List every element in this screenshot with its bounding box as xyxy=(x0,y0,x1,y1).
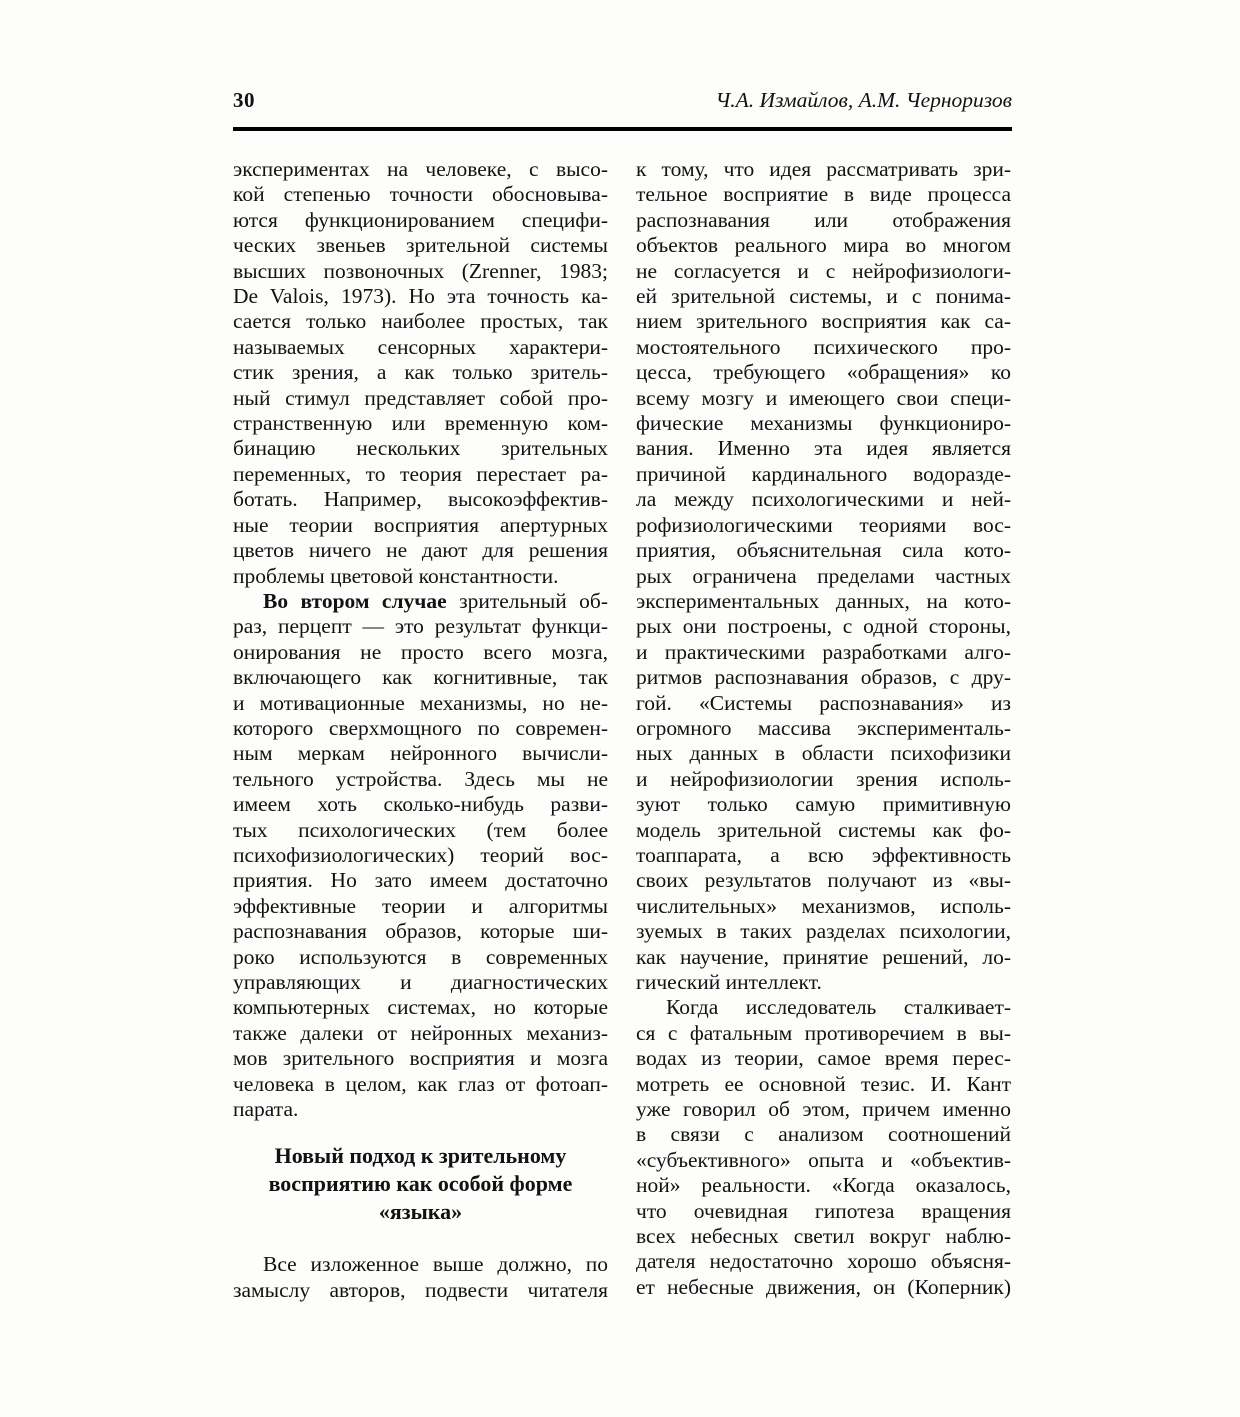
text-line: раз, перцепт — это результат функци- xyxy=(233,614,608,639)
text-line: цветов ничего не дают для решения xyxy=(233,538,608,563)
text-line: приятия. Но зато имеем достаточно xyxy=(233,868,608,893)
text-line: психофизиологических) теорий вос- xyxy=(233,842,608,867)
text-line: парата. xyxy=(233,1097,299,1122)
text-line: управляющих и диагностических xyxy=(233,970,608,994)
text-line: всех небесных светил вокруг наблю- xyxy=(636,1224,1011,1249)
text-line: «субъективного» опыта и «объектив- xyxy=(636,1147,1011,1172)
text-line: ботать. Например, высокоэффектив- xyxy=(233,487,608,512)
text-line: фические механизмы функциониро- xyxy=(636,411,1011,436)
bold-lead: Во втором случае xyxy=(263,588,447,613)
text-line: человека в целом, как глаз от фотоап- xyxy=(233,1071,608,1096)
text-line: рых они построены, с одной стороны, xyxy=(636,614,1011,639)
left-column xyxy=(233,157,608,1303)
right-column xyxy=(636,157,1011,1303)
text-line: проблемы цветовой константности. xyxy=(233,563,559,588)
text-line: гой. «Системы распознавания» из xyxy=(636,690,1011,715)
text-line: Во втором случае зрительный об- xyxy=(263,588,608,613)
text-line: в связи с анализом соотношений xyxy=(636,1122,1011,1147)
text-line: тельное восприятие в виде процесса xyxy=(636,182,1011,207)
paragraph xyxy=(233,157,608,589)
text-line: всему мозгу и имеющего свои специ- xyxy=(636,385,1011,410)
text-line: называемых сенсорных характери- xyxy=(233,334,608,359)
text-line: и практическими разработками алго- xyxy=(636,639,1011,664)
text-line: вания. Именно эта идея является xyxy=(636,436,1011,461)
text-line: распознавания образов, которые ши- xyxy=(233,919,608,944)
text-line: к тому, что идея рассматривать зри- xyxy=(636,157,1011,181)
heading-line: восприятию как особой форме xyxy=(268,1171,573,1197)
text-line: переменных, то теория перестает ра- xyxy=(233,461,608,486)
text-line: цесса, требующего «обращения» ко xyxy=(636,360,1011,385)
paragraph xyxy=(233,589,608,1123)
text-line: Когда исследователь сталкивает- xyxy=(666,995,1011,1020)
section-heading xyxy=(233,1142,608,1226)
text-line: огромного массива эксперименталь- xyxy=(636,715,1011,740)
text-line: странственную или временную ком- xyxy=(233,411,608,436)
page-number: 30 xyxy=(233,88,255,112)
text-line: ных данных в области психофизики xyxy=(636,741,1011,766)
running-header xyxy=(233,88,1012,113)
text-line: ла между психологическими и ней- xyxy=(636,487,1011,512)
text-line: De Valois, 1973). Но эта точность ка- xyxy=(233,284,608,309)
text-line: замыслу авторов, подвести читателя xyxy=(233,1277,608,1302)
text-line: которого сверхмощного по современ- xyxy=(233,715,608,740)
text-line: ные теории восприятия апертурных xyxy=(233,512,608,537)
text-line: ет небесные движения, он (Коперник) xyxy=(636,1274,1011,1299)
text-line: имеем хоть сколько-нибудь разви- xyxy=(233,792,608,817)
text-line: ным меркам нейронного вычисли- xyxy=(233,741,608,766)
text-line: ей зрительной системы, и с понима- xyxy=(636,284,1011,309)
text-line: дателя недостаточно хорошо объясня- xyxy=(636,1249,1011,1274)
text-line: ся с фатальным противоречием в вы- xyxy=(636,1020,1011,1045)
text-columns xyxy=(233,157,1012,1303)
text-line: экспериментальных данных, на кото- xyxy=(636,588,1011,613)
text-line: водах из теории, самое время перес- xyxy=(636,1046,1011,1071)
text-line: онирования не просто всего мозга, xyxy=(233,639,608,664)
text-line: ческих звеньев зрительной системы xyxy=(233,233,608,258)
text-line: ный стимул представляет собой про- xyxy=(233,385,608,410)
text-line: приятия, объяснительная сила кото- xyxy=(636,538,1011,563)
text-line: ются функционированием специфи- xyxy=(233,207,608,232)
text-line: причиной кардинального водоразде- xyxy=(636,461,1011,486)
text-line: нием зрительного восприятия как са- xyxy=(636,309,1011,334)
text-line: гический интеллект. xyxy=(636,970,822,994)
text-line: эффективные теории и алгоритмы xyxy=(233,893,608,918)
header-rule xyxy=(233,127,1012,131)
heading-line: Новый подход к зрительному xyxy=(274,1143,567,1169)
text-line: зуемых в таких разделах психологии, xyxy=(636,919,1011,944)
text-line: не согласуется и с нейрофизиологи- xyxy=(636,258,1011,283)
text-line: своих результатов получают из «вы- xyxy=(636,868,1011,893)
text-line: мотреть ее основной тезис. И. Кант xyxy=(636,1071,1011,1096)
text-line: экспериментах на человеке, с высо- xyxy=(233,157,608,181)
text-line: роко используются в современных xyxy=(233,944,608,969)
text-line: зуют только самую примитивную xyxy=(636,792,1011,817)
text-line: модель зрительной системы как фо- xyxy=(636,817,1011,842)
text-line: и мотивационные механизмы, но не- xyxy=(233,690,608,715)
text-line: рых ограничена пределами частных xyxy=(636,563,1011,588)
text-line: также далеки от нейронных механиз- xyxy=(233,1020,608,1045)
text-line: мостоятельного психического про- xyxy=(636,334,1011,359)
text-line: распознавания или отображения xyxy=(636,207,1011,232)
text-line: числительных» механизмов, исполь- xyxy=(636,893,1011,918)
paragraph xyxy=(233,1252,608,1303)
text-line: как научение, принятие решений, ло- xyxy=(636,944,1011,969)
text-line: и нейрофизиологии зрения исполь- xyxy=(636,766,1011,791)
text-line: тоаппарата, а всю эффективность xyxy=(636,842,1011,867)
text-line: стик зрения, а как только зритель- xyxy=(233,360,608,385)
text-line: компьютерных системах, но которые xyxy=(233,995,608,1020)
paragraph xyxy=(636,995,1011,1300)
text-line: высших позвоночных (Zrenner, 1983; xyxy=(233,258,608,283)
text-line: ной» реальности. «Когда оказалось, xyxy=(636,1173,1011,1198)
text-line: бинацию нескольких зрительных xyxy=(233,436,608,461)
text-line: мов зрительного восприятия и мозга xyxy=(233,1046,608,1071)
text-line: кой степенью точности обосновыва- xyxy=(233,182,608,207)
heading-line: «языка» xyxy=(378,1199,463,1225)
running-head-authors: Ч.А. Измайлов, А.М. Черноризов xyxy=(715,88,1012,112)
text-line: сается только наиболее простых, так xyxy=(233,309,608,334)
text-line: рофизиологическими теориями вос- xyxy=(636,512,1011,537)
text-line: уже говорил об этом, причем именно xyxy=(636,1097,1011,1122)
text-line: ритмов распознавания образов, с дру- xyxy=(636,665,1011,690)
text-line: что очевидная гипотеза вращения xyxy=(636,1198,1011,1223)
text-line: Все изложенное выше должно, по xyxy=(263,1252,608,1277)
text-line: тельного устройства. Здесь мы не xyxy=(233,766,608,791)
text-line: тых психологических (тем более xyxy=(233,817,608,842)
paragraph xyxy=(636,157,1011,995)
text-line: объектов реального мира во многом xyxy=(636,233,1011,258)
text-line: включающего как когнитивные, так xyxy=(233,665,608,690)
